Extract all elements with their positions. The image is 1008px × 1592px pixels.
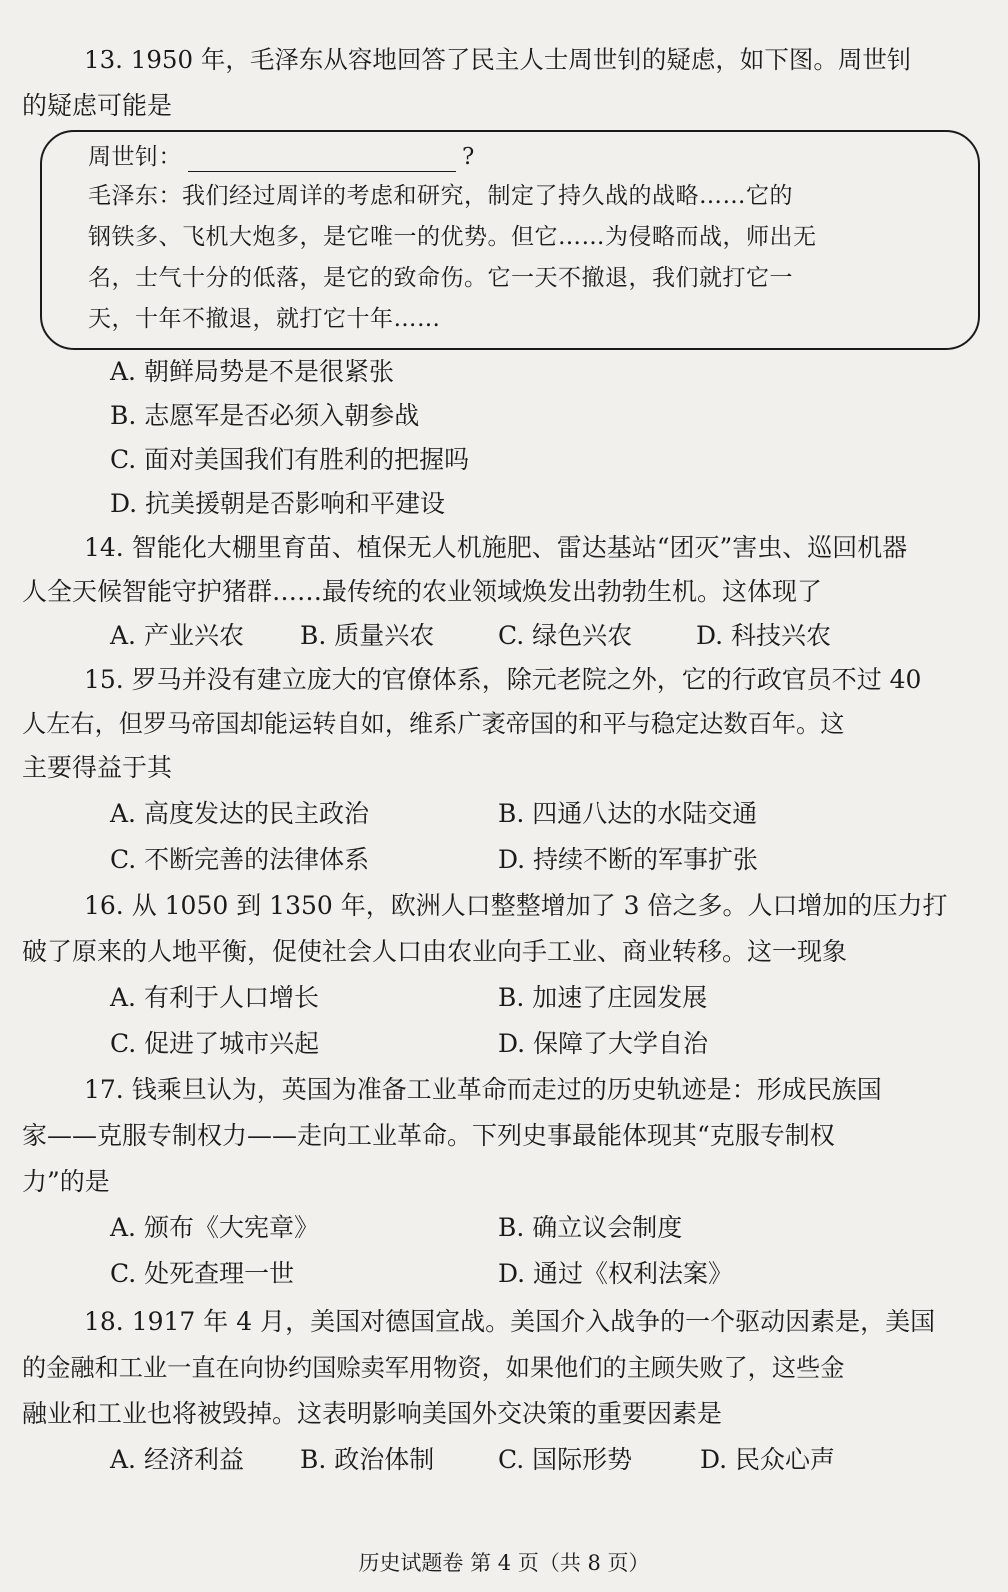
q14-option-c[interactable]: C. 绿色兴农 xyxy=(498,621,633,650)
dialogue-line1: 毛泽东：我们经过周详的考虑和研究，制定了持久战的战略……它的 xyxy=(88,183,793,209)
q13-option-b[interactable]: B. 志愿军是否必须入朝参战 xyxy=(110,401,420,430)
page-footer: 历史试题卷 第 4 页（共 8 页） xyxy=(358,1551,650,1575)
dialogue-question-row xyxy=(88,142,475,172)
q18-stem-line1: 18. 1917 年 4 月，美国对德国宣战。美国介入战争的一个驱动因素是，美国 xyxy=(84,1307,936,1336)
q14-option-b[interactable]: B. 质量兴农 xyxy=(300,621,435,650)
q14-option-a[interactable]: A. 产业兴农 xyxy=(110,621,244,650)
q13-option-a[interactable]: A. 朝鲜局势是不是很紧张 xyxy=(110,357,394,386)
q14-option-d[interactable]: D. 科技兴农 xyxy=(696,621,832,650)
q15-option-d[interactable]: D. 持续不断的军事扩张 xyxy=(498,845,759,874)
q17-stem-line2: 家——克服专制权力——走向工业革命。下列史事最能体现其“克服专制权 xyxy=(22,1121,835,1150)
q17-stem-line3: 力”的是 xyxy=(22,1167,110,1196)
q16-option-a[interactable]: A. 有利于人口增长 xyxy=(110,983,319,1012)
dialogue-line2: 钢铁多、飞机大炮多，是它唯一的优势。但它……为侵略而战，师出无 xyxy=(88,224,817,250)
q15-option-c[interactable]: C. 不断完善的法律体系 xyxy=(110,845,370,874)
q14-stem-line1: 14. 智能化大棚里育苗、植保无人机施肥、雷达基站“团灭”害虫、巡回机器 xyxy=(84,533,908,562)
dialogue-line4: 天，十年不撤退，就打它十年…… xyxy=(88,306,441,332)
q13-stem-line2: 的疑虑可能是 xyxy=(22,91,173,120)
q15-stem-line3: 主要得益于其 xyxy=(22,753,173,782)
q16-stem-line1: 16. 从 1050 到 1350 年，欧洲人口整整增加了 3 倍之多。人口增加的压力打 xyxy=(84,891,948,920)
q16-option-c[interactable]: C. 促进了城市兴起 xyxy=(110,1029,320,1058)
q15-option-b[interactable]: B. 四通八达的水陆交通 xyxy=(498,799,758,828)
q17-stem-line1: 17. 钱乘旦认为，英国为准备工业革命而走过的历史轨迹是：形成民族国 xyxy=(84,1075,882,1104)
q17-option-d[interactable]: D. 通过《权利法案》 xyxy=(498,1259,734,1288)
question-mark: ? xyxy=(462,144,475,170)
q16-stem-line2: 破了原来的人地平衡，促使社会人口由农业向手工业、商业转移。这一现象 xyxy=(22,937,848,966)
answer-blank xyxy=(188,149,456,172)
q15-option-a[interactable]: A. 高度发达的民主政治 xyxy=(110,799,369,828)
q17-option-b[interactable]: B. 确立议会制度 xyxy=(498,1213,683,1242)
q16-option-b[interactable]: B. 加速了庄园发展 xyxy=(498,983,708,1012)
dialogue-callout xyxy=(40,130,980,350)
q18-stem-line3: 融业和工业也将被毁掉。这表明影响美国外交决策的重要因素是 xyxy=(22,1399,723,1428)
q13-stem-line1: 13. 1950 年，毛泽东从容地回答了民主人士周世钊的疑虑，如下图。周世钊 xyxy=(84,45,912,74)
speaker-zhou: 周世钊： xyxy=(88,144,182,170)
q17-option-a[interactable]: A. 颁布《大宪章》 xyxy=(110,1213,319,1242)
q17-option-c[interactable]: C. 处死查理一世 xyxy=(110,1259,295,1288)
q18-option-c[interactable]: C. 国际形势 xyxy=(498,1445,633,1474)
q16-option-d[interactable]: D. 保障了大学自治 xyxy=(498,1029,709,1058)
q15-stem-line1: 15. 罗马并没有建立庞大的官僚体系，除元老院之外，它的行政官员不过 40 xyxy=(84,665,922,694)
q14-stem-line2: 人全天候智能守护猪群……最传统的农业领域焕发出勃勃生机。这体现了 xyxy=(22,577,823,606)
q18-option-a[interactable]: A. 经济利益 xyxy=(110,1445,244,1474)
q18-stem-line2: 的金融和工业一直在向协约国赊卖军用物资，如果他们的主顾失败了，这些金 xyxy=(22,1354,845,1382)
q18-option-b[interactable]: B. 政治体制 xyxy=(300,1445,435,1474)
q15-stem-line2: 人左右，但罗马帝国却能运转自如，维系广袤帝国的和平与稳定达数百年。这 xyxy=(22,710,845,738)
dialogue-line3: 名，士气十分的低落，是它的致命伤。它一天不撤退，我们就打它一 xyxy=(88,265,793,291)
q18-option-d[interactable]: D. 民众心声 xyxy=(700,1445,836,1474)
q13-option-d[interactable]: D. 抗美援朝是否影响和平建设 xyxy=(110,489,446,518)
q13-option-c[interactable]: C. 面对美国我们有胜利的把握吗 xyxy=(110,445,470,474)
